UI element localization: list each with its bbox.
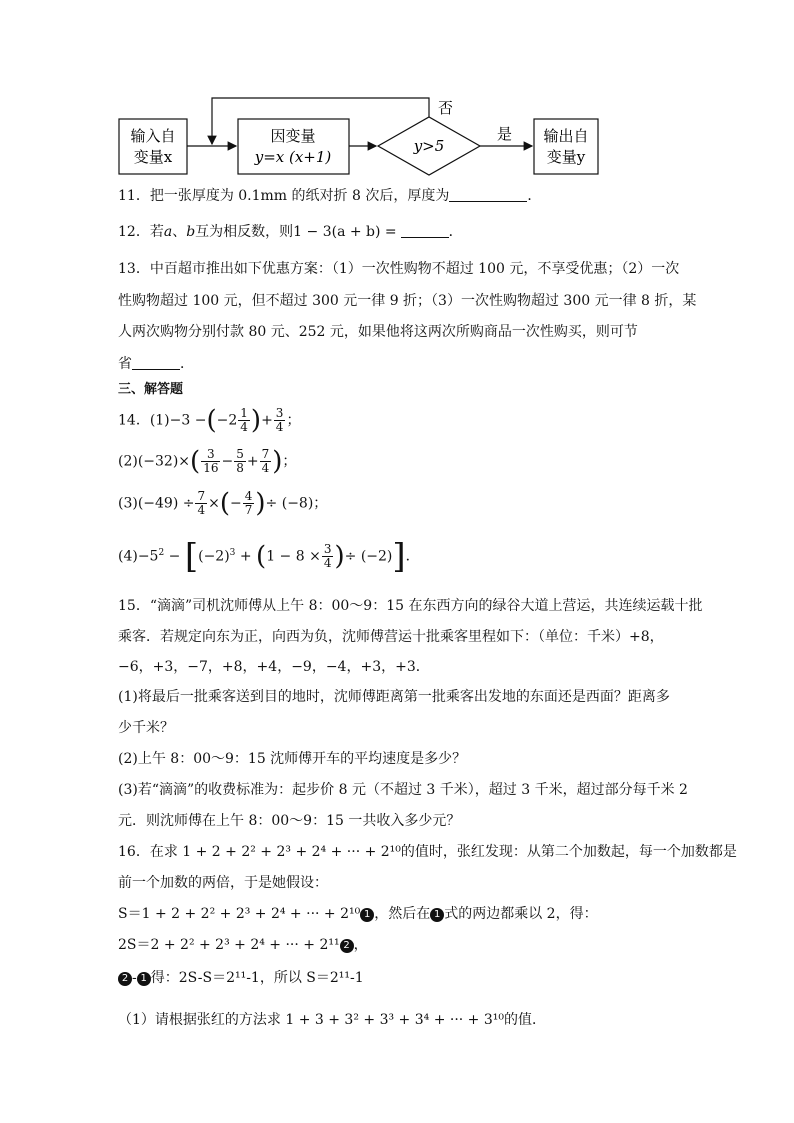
circled-1-icon: 1 (360, 908, 374, 922)
q16-line3-end: 式的两边都乘以 2，得： (444, 906, 598, 922)
q14-p3-pre: (3)(−49) ÷ (118, 495, 195, 512)
q14-p4-c: ÷ (−2) (344, 548, 393, 565)
circled-2-icon: 2 (118, 972, 132, 986)
q14-p4-period: ． (405, 548, 420, 565)
question-12 (118, 223, 463, 241)
q14-p1-semi: ； (286, 412, 301, 429)
q13-line-1: 13．中百超市推出如下优惠方案：（1）一次性购物不超过 100 元，不享受优惠；（2）一次 (118, 261, 680, 277)
circled-1-icon: 1 (137, 972, 151, 986)
q16-line-4 (118, 936, 368, 954)
q14-p2-frac3: $\frac{7}{4}$ (261, 447, 270, 475)
q11-text: 11．把一张厚度为 0.1mm 的纸对折 8 次后，厚度为 (118, 188, 450, 204)
q12-mid: 、 (172, 224, 187, 240)
q12-var-b: b (186, 224, 196, 240)
q16-line-1: 16．在求 1 + 2 + 2² + 2³ + 2⁴ + ··· + 2¹⁰的值时，张红发现：从第二个加数起，每一个加数都是 (118, 844, 737, 860)
q14-part-3: (3)(−49) ÷ $\frac{7}{4}$ ×(− $\frac{4}{7}$ )÷ (−8)； (118, 488, 328, 519)
circled-1-icon: 1 (430, 908, 444, 922)
output-var: 变量y (546, 148, 586, 166)
q14-part-2: (2)(−32)×( $\frac{3}{16}$ − $\frac{5}{8}$ + $\frac{7}{4}$ )； (118, 446, 297, 477)
q13-line-3: 人两次购物分别付款 80 元、252 元，如果他将这两次所购商品一次性购买，则可节 (118, 324, 638, 340)
q15-line-3: −6，+3，−7，+8，+4，−9，−4，+3，+3． (118, 659, 430, 675)
q16-line5-minus: - (132, 970, 137, 986)
q15-sub-3a: (3)若“滴滴”的收费标准为：起步价 8 元（不超过 3 千米），超过 3 千米，超过部分每千米 2 (118, 782, 688, 798)
flowchart (0, 0, 794, 185)
q16-line5-text: 得：2S-S＝2¹¹-1，所以 S＝2¹¹-1 (150, 970, 364, 986)
compute-label: 因变量 (270, 127, 316, 145)
condition-text: y>5 (413, 137, 445, 155)
q16-line-3 (118, 905, 598, 923)
q16-line-2: 前一个加数的两倍，于是她假设： (118, 875, 328, 891)
q15-line-1: 15．“滴滴”司机沈师傅从上午 8：00～9：15 在东西方向的绿谷大道上营运，共连续运载十批 (118, 598, 703, 614)
q13-line-2: 性购物超过 100 元，但不超过 300 元一律 9 折；（3）一次性购物超过 300 元一律 8 折，某 (118, 293, 697, 309)
q15-line-2: 乘客．若规定向东为正，向西为负，沈师傅营运十批乘客里程如下：（单位：千米）+8， (118, 629, 664, 645)
q15-sub-1b: 少千米？ (118, 720, 174, 736)
q12-pre: 12．若 (118, 224, 164, 240)
q11-answer-blank[interactable] (449, 187, 527, 202)
q14-p3-post: ÷ (−8) (265, 495, 314, 512)
q14-p4-aexp: 3 (229, 547, 236, 558)
q12-var-a: a (163, 224, 173, 240)
input-label: 输入自 (130, 127, 176, 145)
q13-end: ． (180, 356, 194, 372)
q14-p1-post: + (261, 412, 273, 429)
q15-sub-3b: 元．则沈师傅在上午 8：00～9：15 一共收入多少元？ (118, 813, 461, 829)
q16-line-6: （1）请根据张红的方法求 1 + 3 + 3² + 3³ + 3⁴ + ··· + 3¹⁰的值． (118, 1012, 546, 1028)
q16-line4-end: ， (353, 937, 368, 953)
q14-part-4: $(4)-5^2 - [(-2)^3 + (1 - 8$ × $\frac{3}{4}$ )÷ (−2)]． (118, 536, 420, 577)
q13-answer-blank[interactable] (132, 355, 180, 370)
q12-end: ． (448, 224, 463, 240)
q14-p2-semi: ； (282, 453, 297, 470)
circled-2-icon: 2 (340, 939, 354, 953)
q13-line-4 (118, 355, 194, 373)
section-heading: 三、解答题 (118, 382, 184, 397)
compute-expr: y=x (x+1) (254, 148, 332, 166)
input-var: 变量x (133, 148, 173, 166)
question-11 (118, 187, 541, 205)
q16-line4-expr: 2S＝2 + 2² + 2³ + 2⁴ + ··· + 2¹¹ (118, 937, 340, 953)
q14-p4-pre: (4)−5 (118, 548, 159, 565)
q11-end: ． (527, 188, 542, 204)
q14-p2-frac2: $\frac{5}{8}$ (236, 447, 244, 475)
q12-post: 互为相反数，则 (195, 224, 294, 240)
q14-p4-exp: 2 (158, 547, 165, 558)
q12-expr: 1 − 3(a + b) = (293, 224, 397, 240)
q16-line-5 (118, 969, 364, 987)
q16-line3-mid: ，然后在 (374, 906, 431, 922)
q14-p1-frac2: $\frac{3}{4}$ (275, 406, 284, 434)
q13-prefix: 省 (118, 356, 132, 372)
q15-sub-1a: (1)将最后一批乘客送到目的地时，沈师傅距离第一批乘客出发地的东面还是西面？距离多 (118, 689, 670, 705)
q14-p4-b: 1 − 8 × (266, 548, 321, 565)
q14-p3-semi: ； (313, 495, 328, 512)
q14-p1-frac: $\frac{1}{4}$ (240, 406, 248, 434)
q14-p4-frac: $\frac{3}{4}$ (323, 542, 332, 570)
q14-p4-a: (−2) (198, 548, 230, 565)
q14-p3-frac1: $\frac{7}{4}$ (197, 489, 206, 517)
q14-part-1: 14．(1)−3 −(−2 $\frac{1}{4}$ )+ $\frac{3}{4}$ ； (118, 405, 301, 436)
output-label: 输出自 (543, 127, 589, 145)
q15-sub-2: (2)上午 8：00～9：15 沈师傅开车的平均速度是多少？ (118, 751, 467, 767)
q14-p2-pre: (2)(−32)× (118, 453, 191, 470)
q14-p1-in: −2 (216, 412, 238, 429)
q16-line3-expr: S＝1 + 2 + 2² + 2³ + 2⁴ + ··· + 2¹⁰ (118, 906, 361, 922)
q14-p3-frac2: $\frac{4}{7}$ (244, 489, 253, 517)
q12-answer-blank[interactable] (401, 223, 449, 238)
yes-label: 是 (497, 125, 513, 143)
no-label: 否 (438, 99, 454, 117)
q14-p1-pre: 14．(1)−3 − (118, 412, 207, 429)
q14-p2-frac1: $\frac{3}{16}$ (203, 447, 219, 475)
